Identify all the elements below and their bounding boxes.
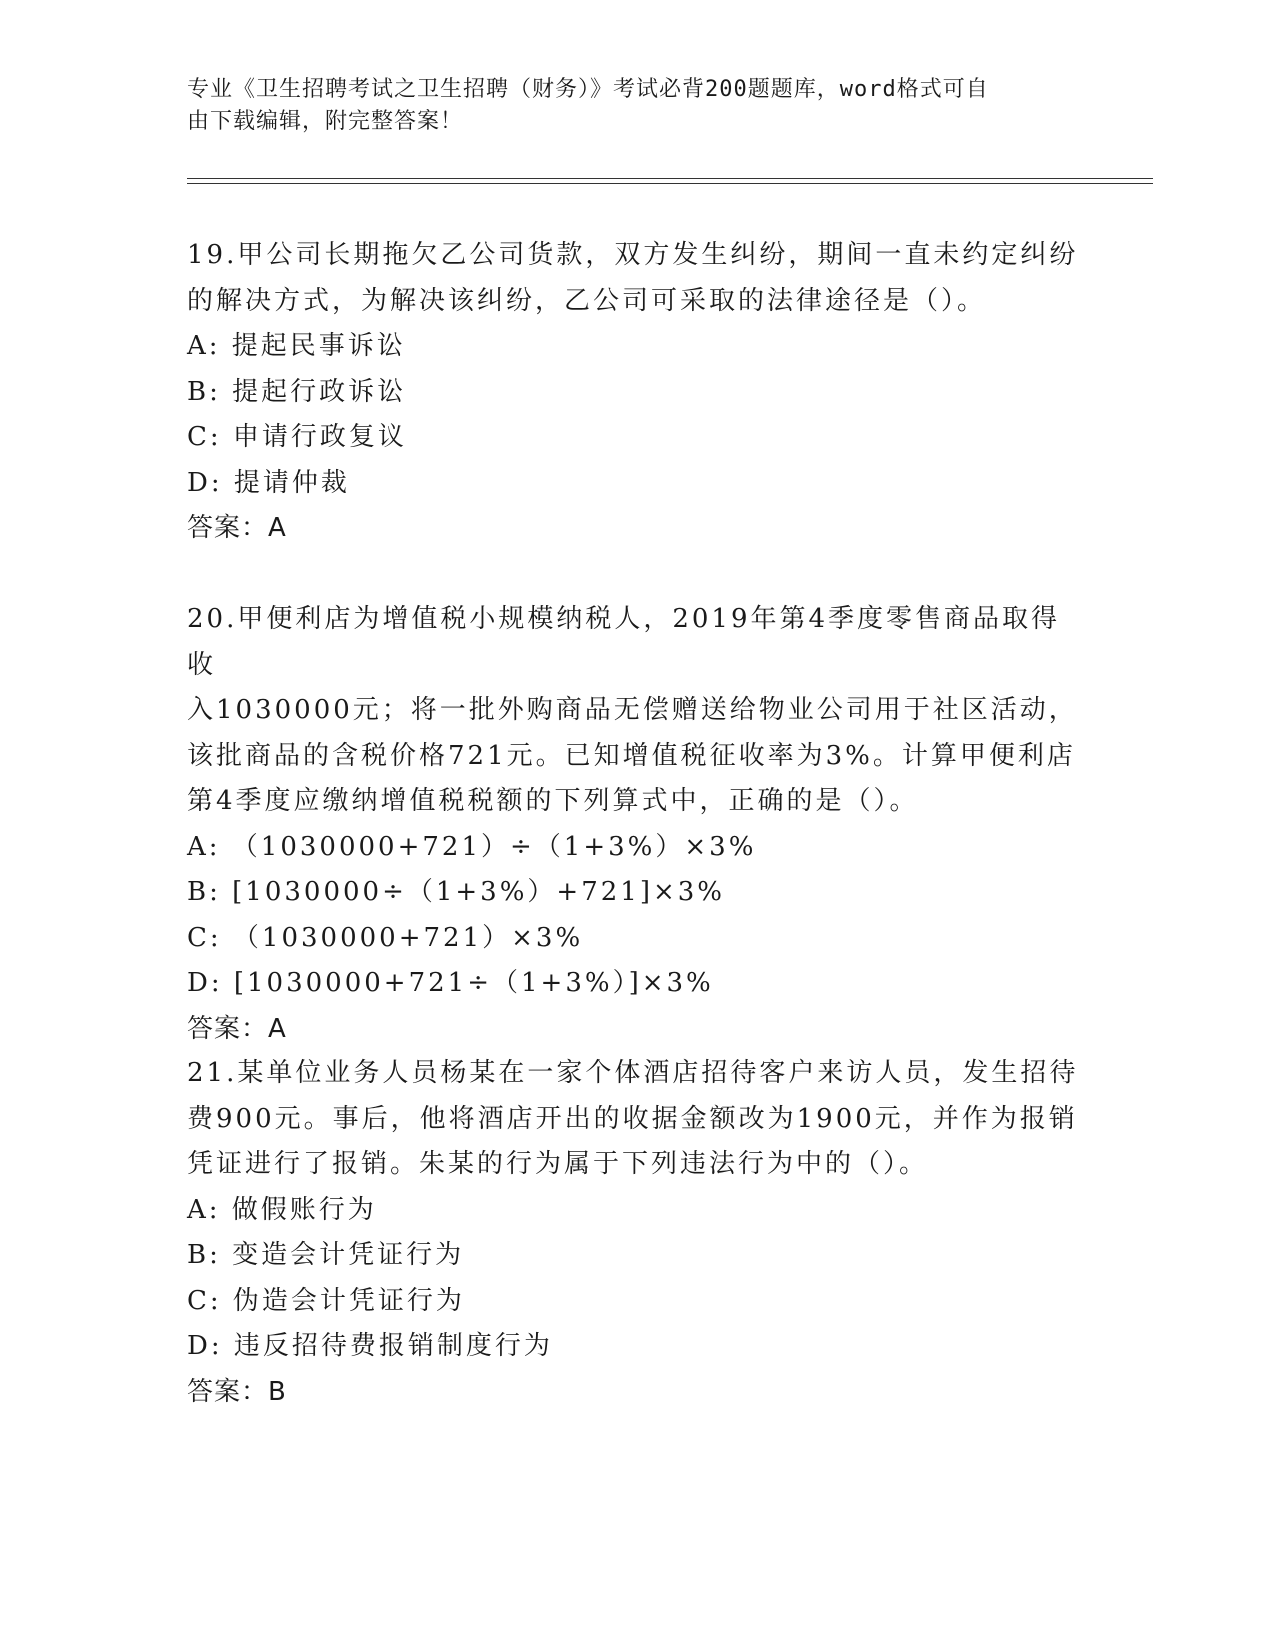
question-stem-line: 21.某单位业务人员杨某在一家个体酒店招待客户来访人员，发生招待 — [187, 1058, 1079, 1088]
intro-line-2: 由下载编辑，附完整答案！ — [187, 109, 464, 134]
intro-line-1: 专业《卫生招聘考试之卫生招聘（财务）》考试必背200题题库，word格式可自 — [187, 77, 989, 102]
header-divider-bottom — [187, 183, 1153, 184]
question-stem-line: 第4季度应缴纳增值税税额的下列算式中，正确的是（）。 — [187, 786, 919, 816]
question-stem-line: 的解决方式，为解决该纠纷，乙公司可采取的法律途径是（）。 — [187, 285, 987, 316]
option-a: A: 提起民事诉讼 — [187, 331, 406, 361]
question-stem-line: 费900元。事后，他将酒店开出的收据金额改为1900元，并作为报销 — [187, 1103, 1078, 1134]
option-c: C: 申请行政复议 — [187, 422, 407, 452]
answer-text: 答案：A — [187, 1013, 287, 1044]
question-stem-line: 入1030000元；将一批外购商品无偿赠送给物业公司用于社区活动， — [187, 695, 1078, 725]
option-d: D: 提请仲裁 — [187, 467, 350, 498]
option-a: A: （1030000+721）÷（1+3%）×3% — [187, 831, 757, 862]
question-stem-line: 该批商品的含税价格721元。已知增值税征收率为3%。计算甲便利店 — [187, 740, 1076, 771]
option-d: D: [1030000+721÷（1+3%）]×3% — [187, 968, 714, 998]
answer-text: 答案：B — [187, 1376, 287, 1407]
document-intro — [187, 74, 1067, 138]
question-stem-line: 20.甲便利店为增值税小规模纳税人，2019年第4季度零售商品取得收 — [187, 604, 1061, 680]
question-stem-line: 凭证进行了报销。朱某的行为属于下列违法行为中的（）。 — [187, 1149, 929, 1179]
option-b: B: 变造会计凭证行为 — [187, 1240, 465, 1270]
option-c: C: （1030000+721）×3% — [187, 922, 584, 953]
answer-text: 答案：A — [187, 513, 287, 543]
question-21 — [187, 1051, 1087, 1415]
option-b: B: 提起行政诉讼 — [187, 376, 407, 407]
option-d: D: 违反招待费报销制度行为 — [187, 1331, 553, 1361]
question-20 — [187, 597, 1087, 1052]
question-stem-line: 19.甲公司长期拖欠乙公司货款，双方发生纠纷，期间一直未约定纠纷 — [187, 240, 1079, 270]
header-divider-top — [187, 178, 1153, 179]
option-b: B: [1030000÷（1+3%）+721]×3% — [187, 877, 726, 907]
option-a: A: 做假账行为 — [187, 1194, 377, 1225]
question-19 — [187, 233, 1087, 552]
option-c: C: 伪造会计凭证行为 — [187, 1285, 465, 1316]
